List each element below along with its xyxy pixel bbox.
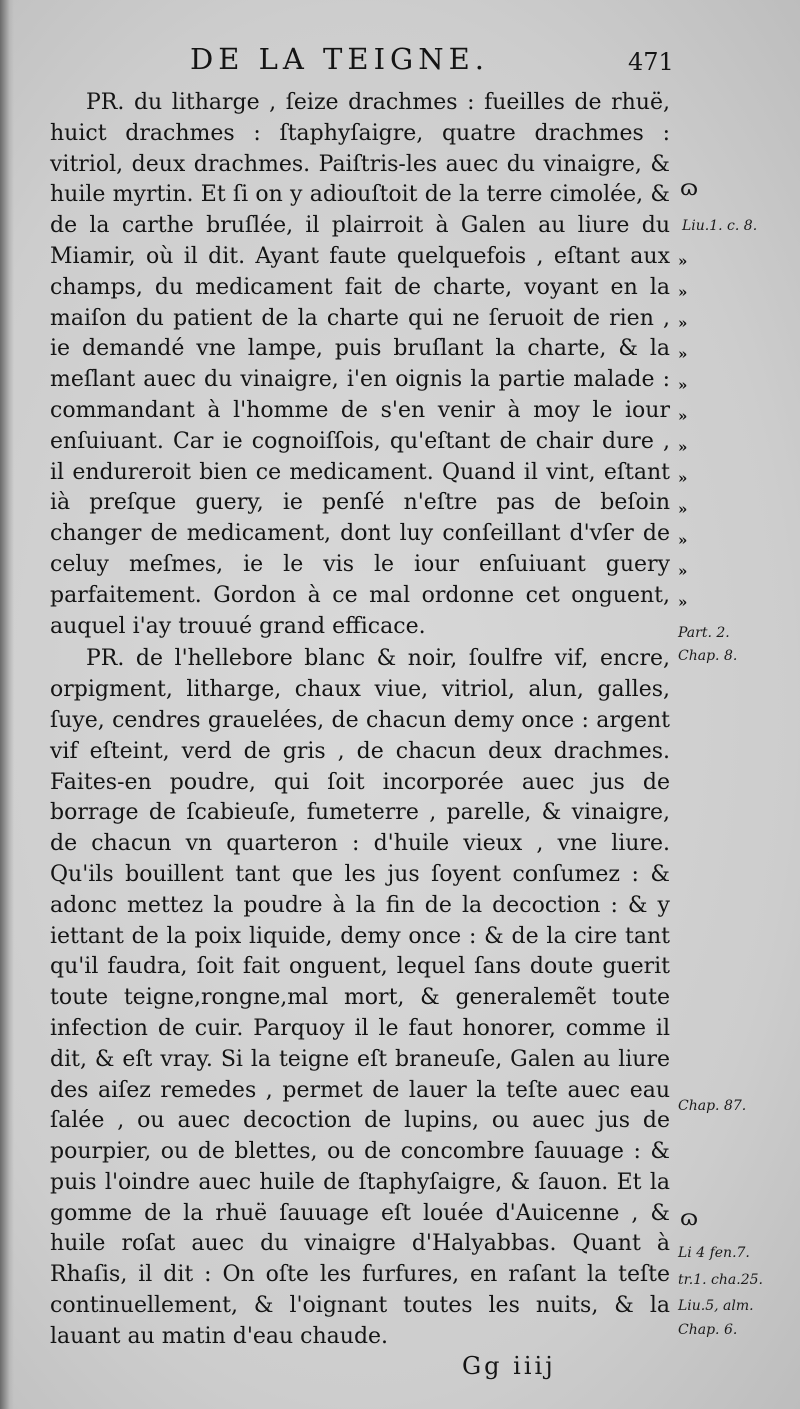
quote-mark: » <box>678 531 688 549</box>
binding-shadow <box>0 0 14 1409</box>
marginal-note-chap8: Chap. 8. <box>678 648 738 664</box>
signature-mark: Gg iiij <box>462 1352 556 1380</box>
quote-mark: » <box>678 283 688 301</box>
page-number: 471 <box>628 48 674 76</box>
quote-mark: » <box>678 314 688 332</box>
quote-mark: » <box>678 252 688 270</box>
quote-mark: » <box>678 469 688 487</box>
quote-mark: » <box>678 593 688 611</box>
marginal-note-tr1: tr.1. cha.25. <box>678 1272 763 1288</box>
marginal-symbol: ɷ <box>680 176 699 201</box>
marginal-note-liu5: Liu.5, alm. <box>678 1298 754 1314</box>
paragraph-1: PR. du litharge , ſeize drachmes : fueilles de rhuë, huict drachmes : ſtaphyſaigre, quatre drachmes : vitriol, deux drachmes. Paiſtris-les auec du vinaigre, & huile myrtin. Et ſi on y adiouſtoit de la terre cimolée, & de la carthe bruſlée, il plairroit à Galen au liure du Miamir, où il dit. Ayant faute quelquefois , eſtant aux champs, du medicament fait de charte, voyant en la maiſon du patient de la charte qui ne ſeruoit de rien , ie demandé vne lampe, puis bruſlant la charte, & la meſlant auec du vinaigre, i'en oignis la partie malade : commandant à l'homme de s'en venir à moy le iour enſuiuant. Car ie cognoiſſois, qu'eſtant de chair dure , il endureroit bien ce medicament. Quand il vint, eſtant ià preſque guery, ie penſé n'eſtre pas de beſoin changer de medicament, dont luy conſeillant d'vſer de celuy meſmes, ie le vis le iour enſuiuant guery parfaitement. Gordon à ce mal ordonne cet onguent, auquel i'ay trouué grand efficace. <box>50 90 670 639</box>
marginal-note-chap6: Chap. 6. <box>678 1322 738 1338</box>
marginal-note-part2: Part. 2. <box>678 625 730 641</box>
quote-mark: » <box>678 562 688 580</box>
marginal-note-li4: Li 4 fen.7. <box>678 1245 750 1261</box>
quote-mark: » <box>678 438 688 456</box>
quote-mark: » <box>678 407 688 425</box>
marginal-note-liu1: Liu.1. c. 8. <box>682 218 758 234</box>
quote-mark: » <box>678 345 688 363</box>
paragraph-2: PR. de l'hellebore blanc & noir, ſoulfre vif, encre, orpigment, litharge, chaux viue, vitriol, alun, galles, ſuye, cendres grauelées, de chacun demy once : argent vif eſteint, verd de gris , de chacun deux drachmes. Faites-en poudre, qui ſoit incorporée auec jus de borrage de ſcabieuſe, fumeterre , parelle, & vinaigre, de chacun vn quarteron : d'huile vieux , vne liure. Qu'ils bouillent tant que les jus ſoyent conſumez : & adonc mettez la poudre à la fin de la decoction : & y iettant de la poix liquide, demy once : & de la cire tant qu'il faudra, ſoit fait onguent, lequel ſans doute guerit toute teigne,rongne,mal mort, & generalemẽt toute infection de cuir. Parquoy il le faut honorer, comme il dit, & eſt vray. Si la teigne eſt braneuſe, Galen au liure des aiſez remedes , permet de lauer la teſte auec eau ſalée , ou auec decoction de lupins, ou auec jus de pourpier, ou de blettes, ou de concombre ſauuage : & puis l'oindre auec huile de ſtaphyſaigre, & ſauon. Et la gomme de la rhuë ſauuage eſt louée d'Auicenne , & huile roſat auec du vinaigre d'Halyabbas. Quant à Rhaſis, il dit : On oſte les furfures, en raſant la teſte continuellement, & l'oignant toutes les nuits, & la lauant au matin d'eau chaude. <box>50 646 670 1349</box>
running-title: DE LA TEIGNE. <box>190 42 489 76</box>
quote-mark: » <box>678 376 688 394</box>
marginal-symbol: ɷ <box>680 1206 699 1231</box>
marginal-note-chap87: Chap. 87. <box>678 1098 747 1114</box>
running-header <box>190 42 690 82</box>
quote-mark: » <box>678 500 688 518</box>
text-block <box>50 88 670 1353</box>
